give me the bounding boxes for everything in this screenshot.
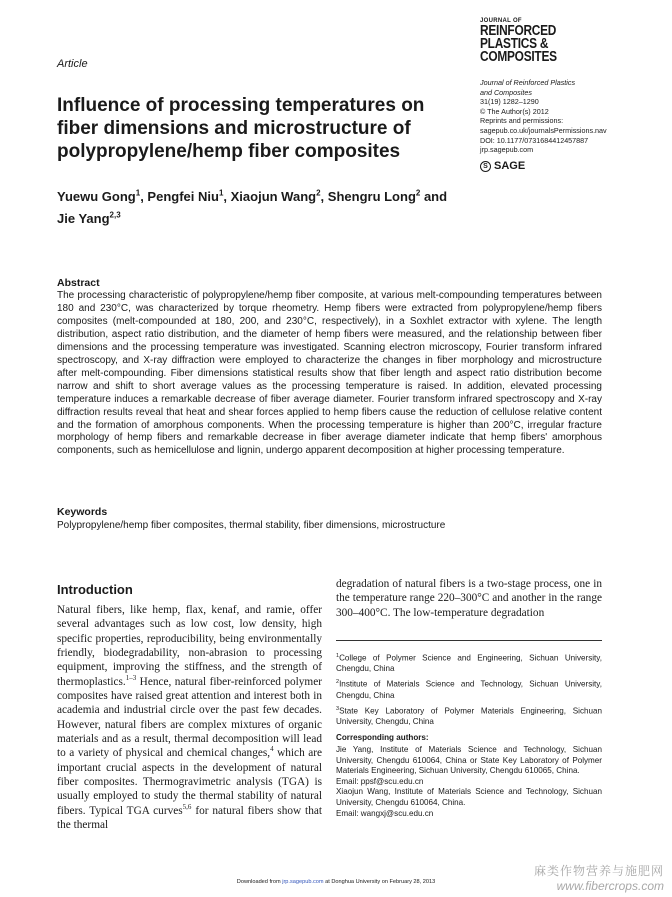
author [57,189,147,204]
copyright: © The Author(s) 2012 [480,106,549,116]
section-heading-introduction: Introduction [57,582,133,597]
author [57,211,121,226]
footnote-divider [336,640,602,641]
intro-text-part: Hence, natural fiber-reinforced polymer composites have raised great attention and interest both in academia and industrial circle over the past few decades. However, natural fibers are complex mixtures of organic materials and as a result, thermal decomposition will lead to a variety of physical and chemical changes, [57,675,322,760]
footer-link[interactable]: jrp.sagepub.com [282,879,324,885]
intro-text-part: Natural fibers, like hemp, flax, kenaf, and ramie, offer several advantages such as low cost, low density, high specific properties, reproducibility, being environmentally friendly, biodegradability, non-abrasion to processing equipment, improving the stiffness, and the strength of thermoplastics. [57,604,322,688]
footer-prefix: Downloaded from [236,879,283,885]
doi[interactable]: DOI: 10.1177/0731684412457887 [480,135,589,145]
journal-logo-small-text: JOURNAL OF [480,18,522,24]
affiliation-text: Institute of Materials Science and Technology, Sichuan University, Chengdu, China [336,680,602,700]
author [147,189,230,204]
author-separator: , [223,189,231,205]
footer-suffix: at Donghua University on February 28, 2013 [323,879,436,885]
intro-text-part: for natural fibers show that the thermal [57,804,322,832]
author [328,189,447,204]
affiliation-number: 1 [336,653,340,659]
keywords-text: Polypropylene/hemp fiber composites, thermal stability, fiber dimensions, microstructure [57,520,446,531]
author-list [57,185,467,228]
affiliation-item [336,651,602,675]
journal-logo-line: REINFORCED [480,23,557,39]
corresponding-authors-details [336,745,602,819]
permissions-url[interactable]: sagepub.co.uk/journalsPermissions.nav [480,125,607,135]
introduction-paragraph-continued: degradation of natural fibers is a two-stage process, one in the temperature range 220–300°C and another in the range 300–400°C. The low-temperature degradation [336,578,602,619]
affiliation-number: 3 [336,705,340,712]
keywords-heading: Keywords [57,506,108,518]
affiliations [336,651,602,730]
citation-ref[interactable]: 1–3 [125,673,137,682]
author-separator: and [420,189,448,205]
affiliation-text: State Key Laboratory of Polymer Materials Engineering, Sichuan University, Chengdu, China [336,706,602,727]
journal-name: Journal of Reinforced Plastics [480,78,576,87]
reprints-label: Reprints and permissions: [480,116,564,126]
citation-ref[interactable]: 5,6 [182,803,192,812]
paper-title: Influence of processing temperatures on fiber dimensions and microstructure of polypropylene/hemp fiber composites [57,95,425,162]
article-type-label: Article [57,58,88,70]
author-name: Jie Yang [57,210,110,226]
journal-logo [480,18,610,64]
journal-metadata [480,78,630,155]
journal-logo-line: COMPOSITES [480,49,557,65]
sage-logo [480,160,525,172]
journal-name-cont: and Composites [480,87,532,97]
sage-mark-icon: S [480,161,491,172]
affiliation-item [336,704,602,728]
author-name: Shengru Long [327,189,416,205]
watermark [534,862,664,893]
author-name: Yuewu Gong [57,189,136,205]
volume-pages: 31(19) 1282–1290 [480,97,539,107]
corresponding-authors-heading: Corresponding authors: [336,733,429,742]
author-affiliation-marker: 2 [316,189,321,198]
watermark-chinese-text: 麻类作物营养与施肥网 [533,864,664,878]
intro-text-part: which are important crucial aspects in the development of natural fiber composites. Thermogravimetric analysis (TGA) is usually employed to study the thermal stability of natural fibers. Typical TGA curves [57,747,323,817]
author [231,189,328,204]
author-affiliation-marker: 2,3 [109,210,121,220]
author-separator: , [320,189,328,205]
corresponding-email[interactable]: Email: ppsf@scu.edu.cn [336,776,424,786]
corresponding-email[interactable]: Email: wangxj@scu.edu.cn [336,808,434,818]
sage-wordmark: SAGE [494,160,526,172]
affiliation-number: 2 [336,679,340,686]
author-name: Pengfei Niu [147,189,219,205]
watermark-url: www.fibercrops.com [556,879,664,893]
affiliation-item [336,677,602,701]
abstract-text: The processing characteristic of polypropylene/hemp fiber composite, at various melt-compounding temperatures between 180 and 230°C, was characterized by torque rheometry. Hemp fibers were extracted from polypropylene/hemp fibers composites (melt-compounded at 180, 200, and 230°C, respectively), in a Soxhlet extractor with xylene. The length distribution, aspect ratio distribution, and the diameter of hemp fibers were measured, and the relationship between fiber dimensions and the processing temperature was investigated. Scanning electron microscopy, Fourier transform infrared spectroscopy, and X-ray diffraction were employed to characterize the changes in fiber morphology and microstructure after melt-compounding. Fiber dimensions statistical results show that fiber length and aspect ratio distribution become narrow and shift to short average values as the processing temperature is raised. In addition, elevated processing temperature induces a remarkable decrease of fiber average diameter. Fourier transform infrared spectroscopy and X-ray diffraction results reveal that heat and shear forces applied to hemp fibers cause the reduction of cellulose relative content and the formation of amorphous components. When the processing temperature is higher than 200°C, irregular fracture morphology of hemp fibers and remarkable decrease in fiber average diameter indicate that hemp fibers' amorphous components, such as hemicellulose and lignin, undergo apparent decomposition at higher processing temperature. [57,290,602,457]
affiliation-text: College of Polymer Science and Engineering, Sichuan University, Chengdu, China [336,653,602,674]
author-name: Xiaojun Wang [230,189,317,205]
journal-logo-line: PLASTICS & [480,36,549,52]
author-affiliation-marker: 1 [135,189,141,198]
citation-ref[interactable]: 4 [270,745,274,754]
author-affiliation-marker: 2 [415,189,421,198]
introduction-paragraph [57,603,322,833]
author-separator: , [140,189,148,205]
author-affiliation-marker: 1 [218,189,224,198]
journal-site[interactable]: jrp.sagepub.com [480,145,534,155]
corresponding-line: Jie Yang, Institute of Materials Science and Technology, Sichuan University, Chengdu 610064, China or State Key Laboratory of Polymer Materials Engineering, Sichuan University, Chengdu 610065, China. [336,745,602,776]
corresponding-line: Xiaojun Wang, Institute of Materials Science and Technology, Sichuan University, Chengdu 610064, China. [336,787,602,807]
abstract-heading: Abstract [57,277,100,289]
